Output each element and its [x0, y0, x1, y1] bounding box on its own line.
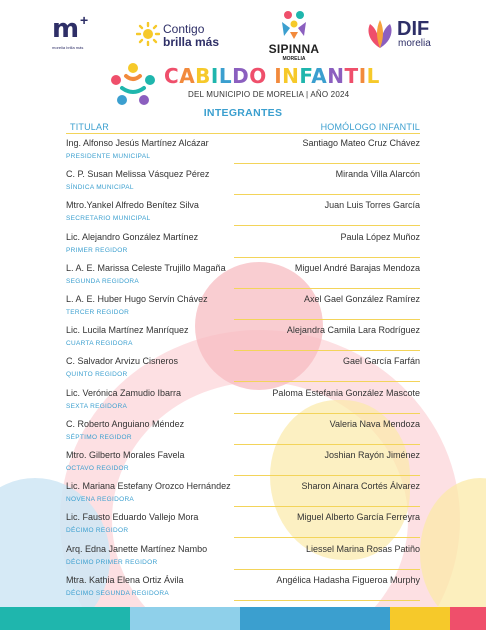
homologo-name: Joshian Rayón Jiménez	[324, 450, 420, 460]
title-letter: L	[366, 64, 380, 88]
titular-position: SECRETARIO MUNICIPAL	[66, 215, 151, 223]
titular-position: PRESIDENTE MUNICIPAL	[66, 153, 151, 160]
row-divider	[234, 257, 420, 258]
sipinna-name: SIPINNA	[268, 42, 320, 56]
dif-logo	[364, 18, 444, 52]
homologo-name: Alejandra Camila Lara Rodríguez	[286, 325, 420, 336]
title-letter: N	[282, 64, 300, 88]
member-row	[66, 261, 420, 292]
column-header-homologo: HOMÓLOGO INFANTIL	[320, 122, 420, 132]
sipinna-logo	[264, 10, 324, 62]
titular-position: SÍNDICA MUNICIPAL	[66, 184, 134, 192]
title-letter: B	[195, 64, 211, 88]
member-row	[66, 479, 420, 510]
morelia-logo	[52, 12, 92, 52]
titular-name: L. A. E. Huber Hugo Servín Chávez	[66, 294, 208, 304]
member-row	[66, 323, 420, 354]
titular-name: Mtro.Yankel Alfredo Benítez Silva	[66, 200, 199, 211]
member-row	[66, 573, 420, 604]
titular-name: Lic. Fausto Eduardo Vallejo Mora	[66, 512, 199, 523]
row-divider	[234, 475, 420, 476]
page-subtitle: DEL MUNICIPIO DE MORELIA | AÑO 2024	[188, 90, 350, 99]
row-divider	[234, 381, 420, 382]
footer-color-bar	[0, 607, 486, 630]
homologo-name: Paula López Muñoz	[340, 231, 420, 242]
member-row	[66, 448, 420, 479]
member-row	[66, 417, 420, 448]
homologo-name: Juan Luis Torres García	[324, 200, 420, 211]
titular-position: PRIMER REGIDOR	[66, 246, 128, 254]
flower-icon	[364, 20, 396, 50]
titular-position: SEXTA REGIDORA	[66, 402, 128, 410]
footer-color-segment	[0, 607, 130, 630]
row-divider	[234, 225, 420, 226]
homologo-name: Santiago Mateo Cruz Chávez	[302, 138, 420, 148]
children-circle-icon	[108, 62, 158, 108]
titular-position: DÉCIMO REGIDOR	[66, 527, 129, 535]
row-divider	[234, 288, 420, 289]
titular-name: L. A. E. Marissa Celeste Trujillo Magaña	[66, 262, 226, 273]
title-letter: C	[164, 64, 180, 88]
titular-name: Ing. Alfonso Jesús Martínez Alcázar	[66, 138, 209, 148]
sipinna-sub: MORELIA	[282, 56, 306, 62]
row-divider	[234, 444, 420, 445]
row-divider	[234, 600, 420, 601]
header	[0, 0, 486, 112]
titular-position: SÉPTIMO REGIDOR	[66, 433, 132, 441]
titular-position: SEGUNDA REGIDORA	[66, 277, 140, 285]
titular-position: DÉCIMO PRIMER REGIDOR	[66, 558, 158, 566]
morelia-logo-tagline: morelia brilla más	[52, 45, 84, 50]
titular-position: NOVENA REGIDORA	[66, 496, 135, 504]
footer-color-segment	[240, 607, 390, 630]
titular-name: C. Salvador Arvizu Cisneros	[66, 356, 179, 367]
row-divider	[234, 350, 420, 351]
titular-name: Lic. Mariana Estefany Orozco Hernández	[66, 481, 231, 492]
footer-color-segment	[130, 607, 240, 630]
title-letter: L	[218, 64, 233, 88]
row-divider	[234, 194, 420, 195]
header-divider	[66, 133, 420, 134]
section-title: INTEGRANTES	[203, 107, 283, 119]
row-divider	[234, 163, 420, 164]
plus-icon: +	[80, 12, 89, 28]
row-divider	[234, 537, 420, 538]
titular-position: TERCER REGIDOR	[66, 309, 130, 316]
homologo-name: Sharon Ainara Cortés Álvarez	[301, 481, 420, 492]
row-divider	[234, 506, 420, 507]
titular-name: C. Roberto Anguiano Méndez	[66, 418, 185, 429]
footer-color-segment	[390, 607, 450, 630]
member-row	[66, 386, 420, 417]
homologo-name: Liessel Marina Rosas Patiño	[305, 543, 420, 554]
titular-position: DÉCIMO SEGUNDA REGIDORA	[66, 589, 169, 597]
title-letter: F	[299, 64, 312, 88]
member-row	[66, 230, 420, 261]
title-letter: A	[311, 64, 328, 88]
titular-position: CUARTA REGIDORA	[66, 340, 133, 348]
homologo-name: Miguel Alberto García Ferreyra	[296, 512, 420, 523]
row-divider	[234, 319, 420, 320]
titular-name: Lic. Verónica Zamudio Ibarra	[66, 387, 182, 398]
title-letter: T	[344, 64, 359, 88]
title-letter: I	[358, 64, 367, 88]
homologo-name: Miguel André Barajas Mendoza	[294, 262, 420, 273]
contigo-line2: brilla más	[163, 35, 220, 49]
morelia-logo-mark: m	[52, 14, 80, 44]
titular-position: QUINTO REGIDOR	[66, 371, 128, 379]
column-header-titular: TITULAR	[70, 122, 109, 132]
row-divider	[234, 413, 420, 414]
sipinna-figures-icon	[280, 10, 308, 40]
titular-name: Mtro. Gilberto Morales Favela	[66, 450, 185, 460]
member-row	[66, 542, 420, 573]
sun-icon	[136, 22, 160, 46]
titular-name: Mtra. Kathia Elena Ortiz Ávila	[66, 574, 184, 585]
homologo-name: Gael García Farfán	[342, 356, 420, 367]
contigo-logo	[136, 20, 236, 50]
page-title	[164, 64, 380, 88]
title-letter: N	[327, 64, 345, 88]
member-row	[66, 354, 420, 385]
homologo-name: Axel Gael González Ramírez	[303, 294, 420, 304]
homologo-name: Valeria Nava Mendoza	[329, 418, 420, 429]
contigo-line1: Contigo	[163, 22, 205, 36]
titular-position: OCTAVO REGIDOR	[66, 465, 129, 472]
homologo-name: Miranda Villa Alarcón	[335, 169, 420, 180]
member-row	[66, 198, 420, 229]
homologo-name: Paloma Estefania González Mascote	[272, 387, 420, 398]
title-letter: O	[249, 64, 267, 88]
footer-color-segment	[450, 607, 486, 630]
cabildo-title-block	[108, 62, 378, 110]
titular-name: Arq. Edna Janette Martínez Nambo	[66, 543, 208, 554]
row-divider	[234, 569, 420, 570]
homologo-name: Angélica Hadasha Figueroa Murphy	[276, 574, 420, 585]
title-letter: I	[210, 64, 219, 88]
titular-name: Lic. Alejandro González Martínez	[66, 231, 199, 242]
member-row	[66, 510, 420, 541]
title-letter: A	[179, 64, 196, 88]
titular-name: Lic. Lucila Martínez Manríquez	[66, 325, 189, 336]
dif-sub: morelia	[398, 38, 431, 49]
title-letter: D	[232, 64, 250, 88]
dif-name: DIF	[397, 18, 430, 40]
member-row	[66, 167, 420, 198]
member-row	[66, 136, 420, 167]
member-row	[66, 292, 420, 323]
title-letter: I	[274, 64, 283, 88]
titular-name: C. P. Susan Melissa Vásquez Pérez	[66, 169, 210, 180]
